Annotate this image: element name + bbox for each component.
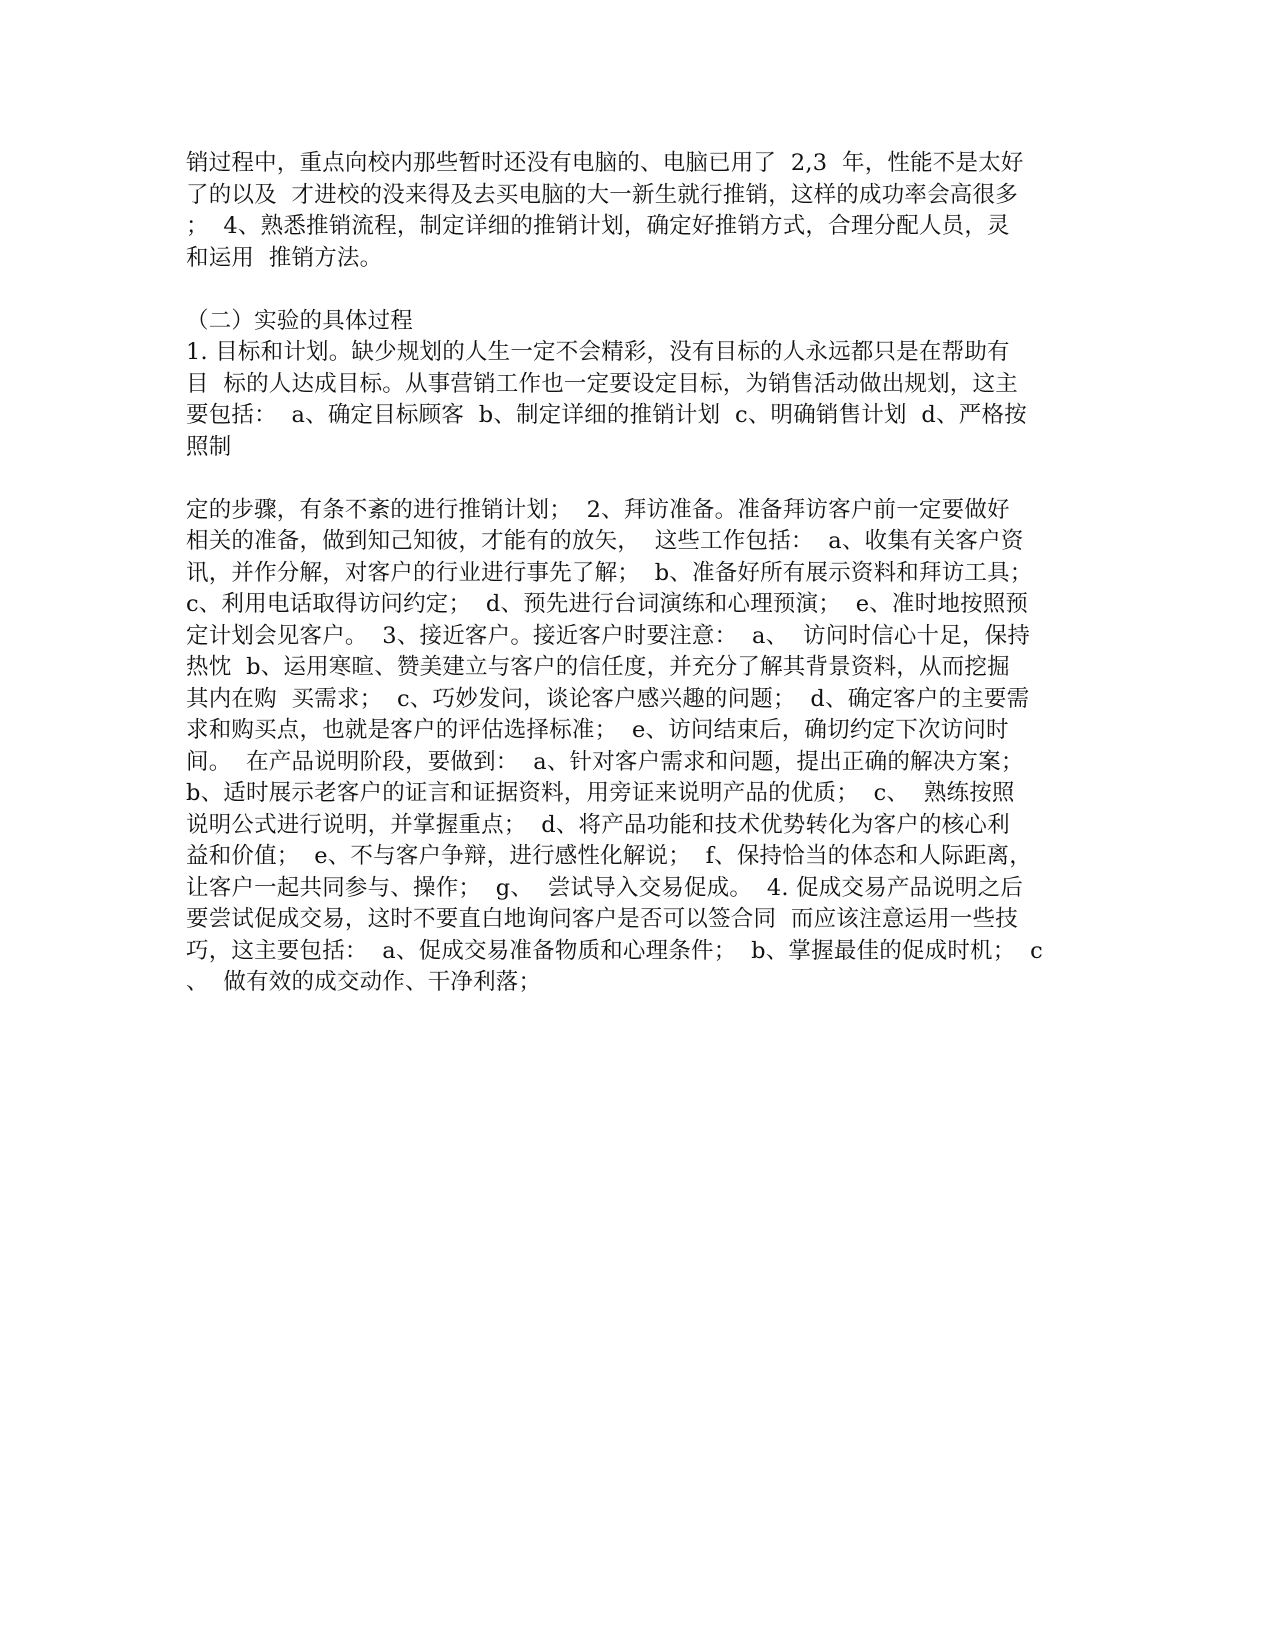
text-line: 相关的准备，做到知己知彼，才能有的放矢， 这些工作包括： a、收集有关客户资 <box>186 528 1024 554</box>
text-line: 巧，这主要包括： a、促成交易准备物质和心理条件； b、掌握最佳的促成时机； c <box>186 937 1043 964</box>
paragraph-sales-targeting <box>186 148 1091 274</box>
text-line: 定的步骤，有条不紊的进行推销计划； 2、拜访准备。准备拜访客户前一定要做好 <box>186 496 1010 523</box>
text-line: ； 4、熟悉推销流程，制定详细的推销计划，确定好推销方式，合理分配人员，灵 <box>186 213 1010 239</box>
text-line: 其内在购 买需求； c、巧妙发问，谈论客户感兴趣的问题； d、确定客户的主要需 <box>186 685 1030 712</box>
paragraph-visit-and-closing <box>186 495 1091 999</box>
text-line: 和运用 推销方法。 <box>186 244 383 271</box>
text-line: 让客户一起共同参与、操作； g、 尝试导入交易促成。 4. 促成交易产品说明之后 <box>186 874 1024 901</box>
text-line: c、利用电话取得访问约定； d、预先进行台词演练和心理预演； e、准时地按照预 <box>186 591 1029 617</box>
text-line: 、 做有效的成交动作、干净利落； <box>186 969 542 995</box>
document-body <box>186 148 1091 999</box>
section-heading: （二）实验的具体过程 <box>186 307 414 334</box>
paragraph-spacer <box>186 463 1091 495</box>
text-line: 益和价值； e、不与客户争辩，进行感性化解说； f、保持恰当的体态和人际距离， <box>186 843 1032 869</box>
paragraph-spacer <box>186 274 1091 306</box>
text-line: b、适时展示老客户的证言和证据资料，用旁证来说明产品的优质； c、 熟练按照 <box>186 780 1015 806</box>
text-line: 销过程中，重点向校内那些暂时还没有电脑的、电脑已用了 2,3 年，性能不是太好 <box>186 150 1024 176</box>
text-line: 热忱 b、运用寒暄、赞美建立与客户的信任度，并充分了解其背景资料，从而挖掘 <box>186 654 1010 680</box>
text-line: 1. 目标和计划。缺少规划的人生一定不会精彩，没有目标的人永远都只是在帮助有 <box>186 339 1010 365</box>
text-line: 求和购买点，也就是客户的评估选择标准； e、访问结束后，确切约定下次访问时 <box>186 717 1009 743</box>
text-line: 要包括： a、确定目标顾客 b、制定详细的推销计划 c、明确销售计划 d、严格按 <box>186 402 1027 428</box>
text-line: 定计划会见客户。 3、接近客户。接近客户时要注意： a、 访问时信心十足，保持 <box>186 622 1031 649</box>
text-line: 了的以及 才进校的没来得及去买电脑的大一新生就行推销，这样的成功率会高很多 <box>186 181 1018 208</box>
text-line: 说明公式进行说明，并掌握重点； d、将产品功能和技术优势转化为客户的核心利 <box>186 811 1010 838</box>
text-line: 照制 <box>186 433 232 460</box>
text-line: 要尝试促成交易，这时不要直白地询问客户是否可以签合同 而应该注意运用一些技 <box>186 906 1018 932</box>
text-line: 目 标的人达成目标。从事营销工作也一定要设定目标，为销售活动做出规划，这主 <box>186 370 1018 397</box>
paragraph-goals-and-plans <box>186 337 1091 463</box>
text-line: 间。 在产品说明阶段，要做到： a、针对客户需求和问题，提出正确的解决方案； <box>186 748 1024 775</box>
text-line: 讯，并作分解，对客户的行业进行事先了解； b、准备好所有展示资料和拜访工具； <box>186 559 1033 586</box>
